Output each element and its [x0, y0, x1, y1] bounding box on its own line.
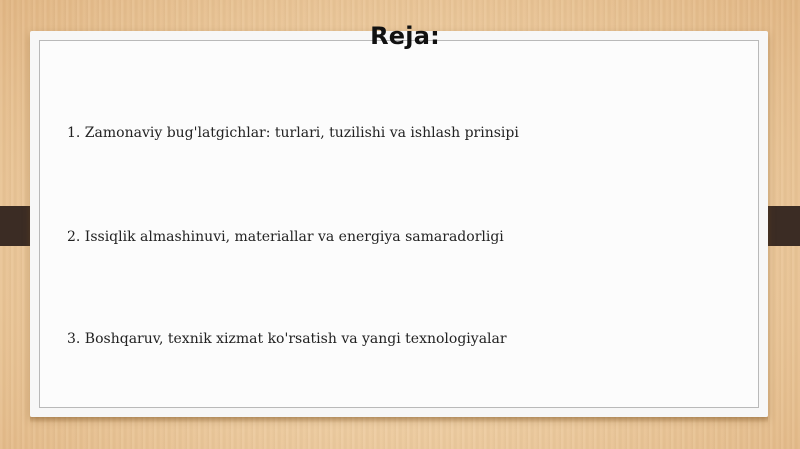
agenda-item-2: 2. Issiqlik almashinuvi, materiallar va energiya samaradorligi [67, 229, 504, 245]
slide-card [30, 31, 768, 417]
agenda-item-1: 1. Zamonaviy bug'latgichlar: turlari, tuzilishi va ishlash prinsipi [67, 125, 519, 141]
slide-title: Reja: [370, 22, 440, 50]
agenda-item-3: 3. Boshqaruv, texnik xizmat ko'rsatish va yangi texnologiyalar [67, 331, 507, 347]
card-shadow [30, 417, 768, 423]
card-inner-frame [39, 40, 759, 408]
